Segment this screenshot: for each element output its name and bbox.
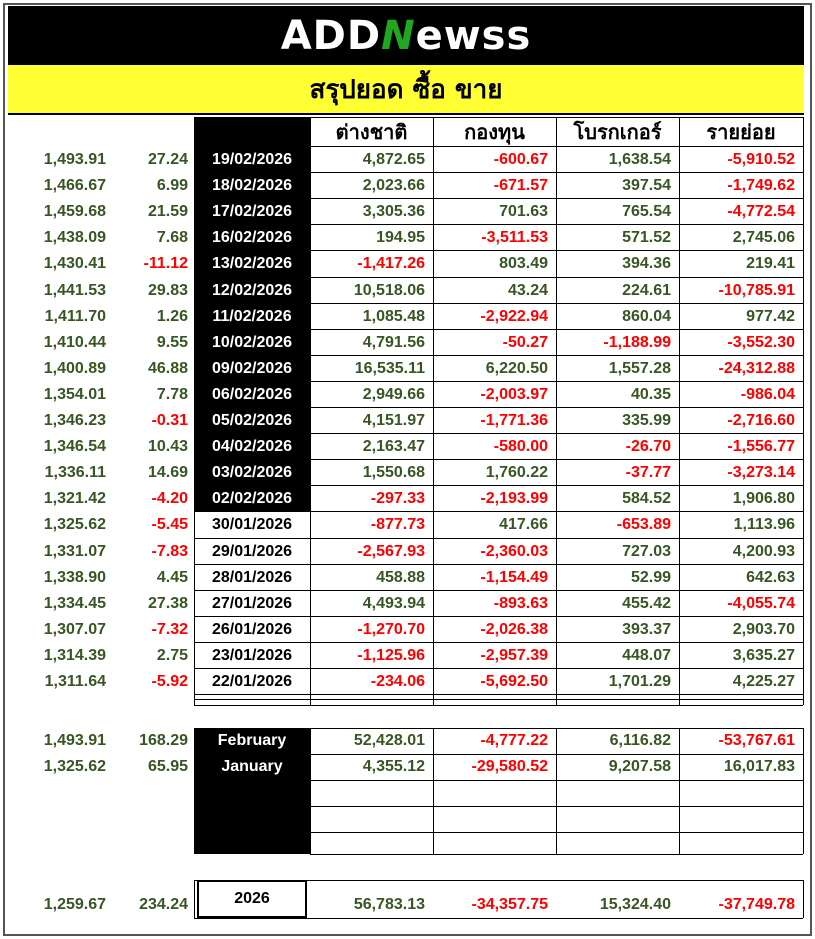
index-change: 9.55 — [156, 333, 188, 351]
foreign-value: 194.95 — [376, 229, 425, 247]
fund-value: -50.27 — [502, 333, 548, 351]
date-cell: 26/01/2026 — [211, 620, 293, 638]
broker-value: 335.99 — [622, 412, 671, 429]
foreign-value: -234.06 — [370, 673, 425, 690]
column-border — [310, 117, 311, 705]
date-cell: 04/02/2026 — [211, 438, 293, 456]
broker-value: -37.77 — [625, 464, 671, 482]
month-broker-value: 9,207.58 — [608, 758, 671, 775]
month-column-border — [679, 728, 680, 854]
month-index-value: 1,325.62 — [43, 758, 106, 775]
broker-value: 765.54 — [622, 203, 671, 221]
retail-value: -10,785.91 — [718, 281, 795, 299]
month-broker-value: 6,116.82 — [609, 732, 671, 749]
retail-value: 4,225.27 — [732, 673, 795, 690]
month-change-value: 168.29 — [139, 732, 188, 749]
logo-text-suffix: ewss — [415, 12, 532, 59]
fund-value: -1,771.36 — [480, 412, 548, 429]
broker-value: 224.61 — [622, 281, 671, 299]
index-change: -5.92 — [151, 673, 188, 690]
retail-value: 2,745.06 — [732, 229, 795, 247]
fund-value: -2,360.03 — [480, 542, 548, 560]
foreign-value: 4,872.65 — [362, 151, 425, 168]
month-label: January — [221, 758, 283, 775]
retail-value: -5,910.52 — [727, 151, 795, 168]
fund-value: -2,026.38 — [480, 620, 548, 638]
index-change: -11.12 — [143, 255, 188, 273]
foreign-value: 1,085.48 — [362, 307, 425, 325]
index-value: 1,346.54 — [43, 438, 106, 456]
fund-value: -2,003.97 — [480, 385, 548, 403]
foreign-value: 2,163.47 — [362, 438, 425, 456]
year-border — [194, 880, 195, 918]
foreign-value: 3,305.36 — [362, 203, 425, 221]
foreign-value: 4,151.97 — [362, 412, 425, 429]
broker-value: -1,188.99 — [603, 333, 671, 351]
index-value: 1,336.11 — [44, 464, 106, 482]
date-cell: 13/02/2026 — [211, 255, 293, 273]
month-label: February — [217, 732, 287, 749]
index-change: 46.88 — [147, 359, 188, 377]
index-change: 14.69 — [147, 464, 188, 482]
index-change: 10.43 — [147, 438, 188, 456]
fund-value: -2,957.39 — [480, 646, 548, 664]
fund-value: 803.49 — [499, 255, 548, 273]
fund-value: -1,154.49 — [480, 568, 548, 586]
logo-banner — [8, 6, 804, 65]
index-change: -7.83 — [151, 542, 188, 560]
month-retail-value: -53,767.61 — [718, 732, 795, 749]
year-broker-value: 15,324.40 — [599, 896, 671, 913]
broker-value: 448.07 — [622, 646, 671, 664]
index-change: 21.59 — [147, 203, 188, 221]
addnewss-logo — [281, 13, 532, 59]
fund-value: -5,692.50 — [480, 673, 548, 690]
foreign-value: -1,125.96 — [357, 646, 425, 664]
retail-value: 219.41 — [746, 255, 795, 273]
index-value: 1,321.42 — [43, 490, 106, 508]
table-end-border — [194, 699, 803, 700]
fund-value: 417.66 — [499, 516, 548, 534]
date-cell: 18/02/2026 — [211, 177, 293, 195]
retail-value: 977.42 — [746, 307, 795, 325]
foreign-value: 4,493.94 — [362, 594, 425, 612]
fund-value: -2,922.94 — [480, 307, 548, 325]
date-cell: 03/02/2026 — [211, 464, 293, 482]
year-border — [803, 880, 804, 918]
date-cell: 29/01/2026 — [211, 542, 293, 560]
index-change: 1.26 — [156, 307, 188, 325]
column-border — [803, 117, 804, 705]
retail-value: -4,055.74 — [727, 594, 795, 612]
month-foreign-value: 4,355.12 — [362, 758, 425, 775]
broker-value: 455.42 — [622, 594, 671, 612]
index-value: 1,354.01 — [43, 385, 106, 403]
fund-value: 43.24 — [507, 281, 548, 299]
month-change-value: 65.95 — [147, 758, 188, 775]
retail-value: -1,749.62 — [727, 177, 795, 195]
index-value: 1,410.44 — [43, 333, 106, 351]
column-header: ต่างชาติ — [335, 120, 408, 144]
broker-value: 52.99 — [630, 568, 671, 586]
column-header: กองทุน — [464, 120, 525, 144]
index-value: 1,307.07 — [43, 620, 106, 638]
fund-value: -893.63 — [493, 594, 548, 612]
date-cell: 16/02/2026 — [211, 229, 293, 247]
broker-value: -26.70 — [625, 438, 671, 456]
retail-value: -1,556.77 — [727, 438, 795, 456]
header-bottom-border — [310, 146, 803, 147]
date-cell: 12/02/2026 — [211, 281, 293, 299]
fund-value: -3,511.53 — [481, 229, 548, 247]
date-cell: 22/01/2026 — [211, 673, 293, 690]
foreign-value: -2,567.93 — [357, 542, 425, 560]
foreign-value: 16,535.11 — [354, 359, 425, 377]
title-bar — [8, 65, 804, 115]
index-value: 1,411.70 — [44, 307, 106, 325]
index-change: 2.75 — [156, 646, 188, 664]
month-column-border — [556, 728, 557, 854]
logo-text-n: N — [381, 12, 416, 59]
date-cell: 19/02/2026 — [211, 151, 293, 168]
retail-value: 4,200.93 — [732, 542, 795, 560]
index-change: 4.45 — [156, 568, 188, 586]
column-border — [679, 117, 680, 705]
retail-value: 1,906.80 — [732, 490, 795, 508]
broker-value: 394.36 — [622, 255, 671, 273]
month-column-border — [433, 728, 434, 854]
index-change: -0.31 — [151, 412, 188, 429]
retail-value: -3,552.30 — [727, 333, 795, 351]
index-value: 1,459.68 — [43, 203, 106, 221]
fund-value: -2,193.99 — [480, 490, 548, 508]
index-change: 7.78 — [156, 385, 188, 403]
index-change: 7.68 — [156, 229, 188, 247]
foreign-value: 4,791.56 — [362, 333, 425, 351]
retail-value: -986.04 — [740, 385, 795, 403]
month-retail-value: 16,017.83 — [723, 758, 795, 775]
foreign-value: -297.33 — [370, 490, 425, 508]
column-header: รายย่อย — [706, 120, 776, 144]
retail-value: -3,273.14 — [727, 464, 795, 482]
index-change: -5.45 — [151, 516, 188, 534]
date-cell: 17/02/2026 — [211, 203, 293, 221]
retail-value: -24,312.88 — [718, 359, 795, 377]
index-change: 6.99 — [156, 177, 188, 195]
month-foreign-value: 52,428.01 — [353, 732, 425, 749]
broker-value: 727.03 — [622, 542, 671, 560]
retail-value: 1,113.96 — [733, 516, 795, 534]
index-value: 1,311.64 — [44, 673, 106, 690]
index-change: -4.20 — [151, 490, 188, 508]
foreign-value: -1,270.70 — [357, 620, 425, 638]
index-value: 1,430.41 — [43, 255, 106, 273]
index-change: 27.38 — [147, 594, 188, 612]
year-retail-value: -37,749.78 — [718, 896, 795, 913]
year-fund-value: -34,357.75 — [471, 896, 548, 913]
retail-value: -4,772.54 — [727, 203, 795, 221]
column-border — [556, 117, 557, 705]
foreign-value: -1,417.26 — [357, 255, 425, 273]
broker-value: 393.37 — [622, 620, 671, 638]
logo-text-prefix: ADD — [280, 12, 382, 59]
year-foreign-value: 56,783.13 — [353, 896, 425, 913]
broker-value: 1,638.54 — [608, 151, 671, 168]
broker-value: 40.35 — [630, 385, 671, 403]
date-cell: 02/02/2026 — [211, 490, 293, 508]
broker-value: 584.52 — [622, 490, 671, 508]
table-end-border — [194, 705, 803, 706]
broker-value: 397.54 — [622, 177, 671, 195]
broker-value: 571.52 — [622, 229, 671, 247]
index-value: 1,400.89 — [43, 359, 106, 377]
retail-value: 2,903.70 — [732, 620, 795, 638]
month-fund-value: -29,580.52 — [471, 758, 548, 775]
year-label: 2026 — [234, 890, 270, 907]
retail-value: -2,716.60 — [727, 412, 795, 429]
date-cell: 27/01/2026 — [211, 594, 293, 612]
broker-value: 1,701.29 — [608, 673, 671, 690]
date-cell: 11/02/2026 — [212, 307, 292, 325]
date-cell: 30/01/2026 — [211, 516, 293, 534]
foreign-value: 1,550.68 — [362, 464, 425, 482]
year-index-value: 1,259.67 — [43, 896, 106, 913]
month-index-value: 1,493.91 — [43, 732, 106, 749]
fund-value: 701.63 — [499, 203, 548, 221]
fund-value: -600.67 — [493, 151, 548, 168]
index-value: 1,314.39 — [43, 646, 106, 664]
month-column-border — [803, 728, 804, 854]
index-value: 1,438.09 — [43, 229, 106, 247]
year-bottom-border — [194, 918, 803, 919]
index-value: 1,331.07 — [43, 542, 106, 560]
retail-value: 3,635.27 — [732, 646, 795, 664]
date-cell: 09/02/2026 — [211, 359, 293, 377]
index-change: 29.83 — [147, 281, 188, 299]
date-cell: 06/02/2026 — [211, 385, 293, 403]
fund-value: 1,760.22 — [485, 464, 548, 482]
index-value: 1,466.67 — [43, 177, 106, 195]
foreign-value: 458.88 — [376, 568, 425, 586]
index-value: 1,338.90 — [43, 568, 106, 586]
year-change-value: 234.24 — [139, 896, 188, 913]
index-change: -7.32 — [151, 620, 188, 638]
fund-value: -580.00 — [493, 438, 548, 456]
date-cell: 28/01/2026 — [211, 568, 293, 586]
column-border — [433, 117, 434, 705]
index-value: 1,493.91 — [43, 151, 106, 168]
foreign-value: -877.73 — [370, 516, 425, 534]
fund-value: -671.57 — [493, 177, 548, 195]
index-value: 1,325.62 — [43, 516, 106, 534]
fund-value: 6,220.50 — [485, 359, 548, 377]
index-value: 1,346.23 — [43, 412, 106, 429]
foreign-value: 2,949.66 — [362, 385, 425, 403]
foreign-value: 10,518.06 — [353, 281, 425, 299]
broker-value: -653.89 — [616, 516, 671, 534]
row-border — [194, 694, 803, 695]
index-value: 1,334.45 — [43, 594, 106, 612]
broker-value: 1,557.28 — [608, 359, 671, 377]
month-row-border — [310, 854, 803, 855]
month-column-border — [310, 728, 311, 854]
retail-value: 642.63 — [746, 568, 795, 586]
column-border — [194, 117, 195, 705]
page-title: สรุปยอด ซื้อ ขาย — [309, 74, 503, 105]
column-header: โบรกเกอร์ — [573, 120, 662, 144]
index-change: 27.24 — [147, 151, 188, 168]
date-cell: 10/02/2026 — [211, 333, 293, 351]
date-cell: 23/01/2026 — [211, 646, 293, 664]
broker-value: 860.04 — [622, 307, 671, 325]
date-cell: 05/02/2026 — [211, 412, 293, 429]
month-fund-value: -4,777.22 — [480, 732, 548, 749]
index-value: 1,441.53 — [43, 281, 106, 299]
foreign-value: 2,023.66 — [362, 177, 425, 195]
